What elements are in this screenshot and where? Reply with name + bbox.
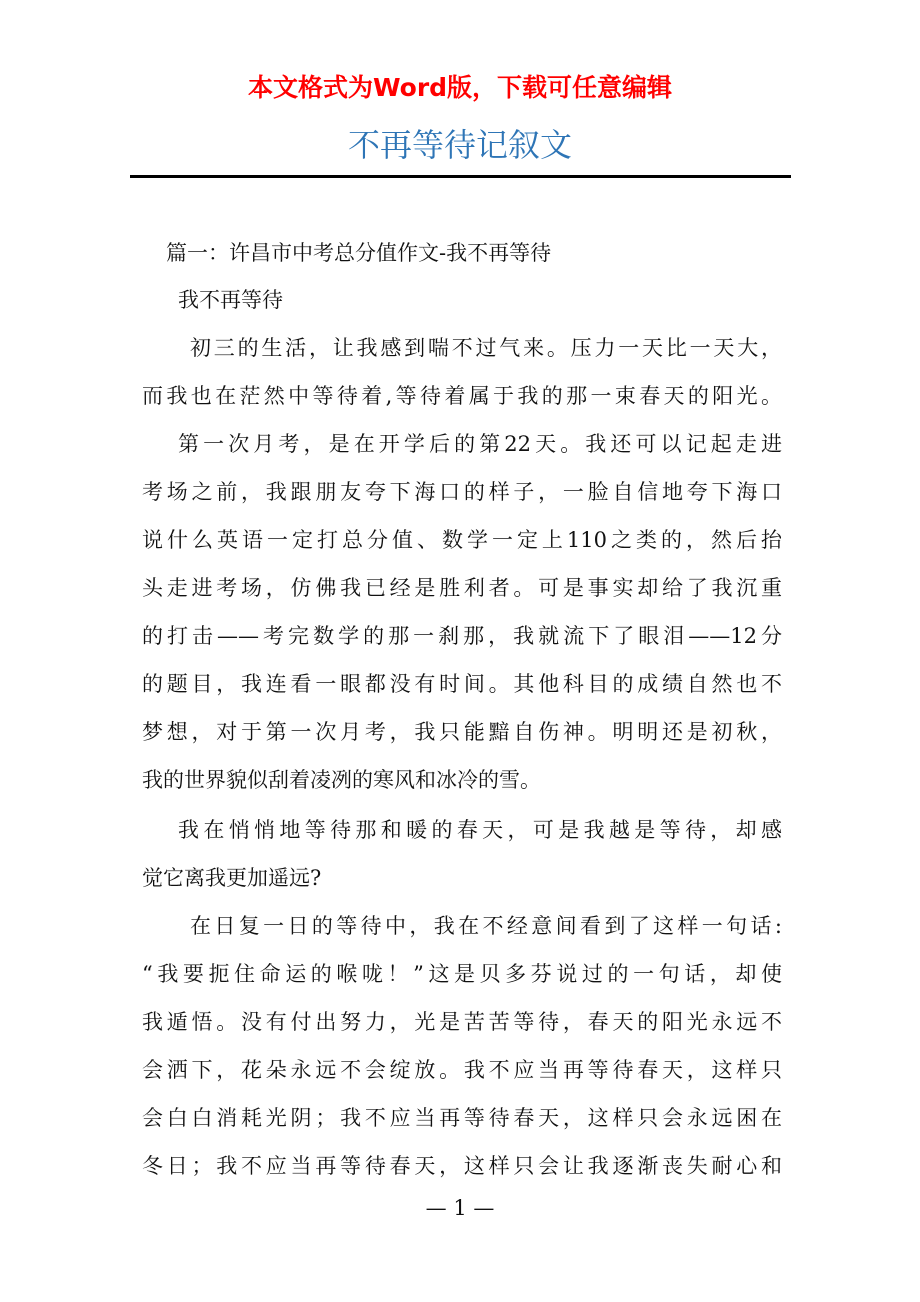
format-notice: 本文格式为Word版，下载可任意编辑 xyxy=(247,73,673,102)
paragraph-line: 冬日；我不应当再等待春天，这样只会让我逐渐丧失耐心和 xyxy=(142,1154,782,1178)
paragraph-line: 考场之前，我跟朋友夸下海口的样子，一脸自信地夸下海口 xyxy=(142,480,782,504)
paragraph-line: “我要扼住命运的喉咙！”这是贝多芬说过的一句话，却使 xyxy=(142,962,782,986)
paragraph-line: 觉它离我更加遥远? xyxy=(142,866,322,890)
paragraph-line: 会白白消耗光阴；我不应当再等待春天，这样只会永远困在 xyxy=(142,1106,782,1130)
essay-title: 我不再等待 xyxy=(178,288,283,312)
paragraph-line: 而我也在茫然中等待着,等待着属于我的那一束春天的阳光。 xyxy=(142,384,782,408)
page-number: — 1 — xyxy=(425,1196,495,1220)
paragraph-line: 会洒下，花朵永远不会绽放。我不应当再等待春天，这样只 xyxy=(142,1058,782,1082)
document-title: 不再等待记叙文 xyxy=(347,126,572,164)
paragraph-line: 我遁悟。没有付出努力，光是苦苦等待，春天的阳光永远不 xyxy=(142,1010,782,1034)
paragraph-line: 梦想，对于第一次月考，我只能黯自伤神。明明还是初秋， xyxy=(142,720,782,744)
paragraph-line: 初三的生活，让我感到喘不过气来。压力一天比一天大， xyxy=(190,336,782,360)
paragraph-line: 我在悄悄地等待那和暖的春天，可是我越是等待，却感 xyxy=(178,818,782,842)
title-divider xyxy=(130,175,791,178)
paragraph-line: 在日复一日的等待中，我在不经意间看到了这样一句话: xyxy=(190,914,782,938)
paragraph-line: 的打击——考完数学的那一刹那，我就流下了眼泪——12分 xyxy=(142,624,782,648)
paragraph-line: 头走进考场，仿佛我已经是胜利者。可是事实却给了我沉重 xyxy=(142,576,782,600)
paragraph-line: 第一次月考，是在开学后的第22天。我还可以记起走进 xyxy=(178,432,782,456)
section-heading: 篇一：许昌市中考总分值作文-我不再等待 xyxy=(166,241,552,265)
paragraph-line: 的题目，我连看一眼都没有时间。其他科目的成绩自然也不 xyxy=(142,672,782,696)
paragraph-line: 说什么英语一定打总分值、数学一定上110之类的，然后抬 xyxy=(142,528,782,552)
paragraph-line: 我的世界貌似刮着凌冽的寒风和冰冷的雪。 xyxy=(142,768,541,792)
